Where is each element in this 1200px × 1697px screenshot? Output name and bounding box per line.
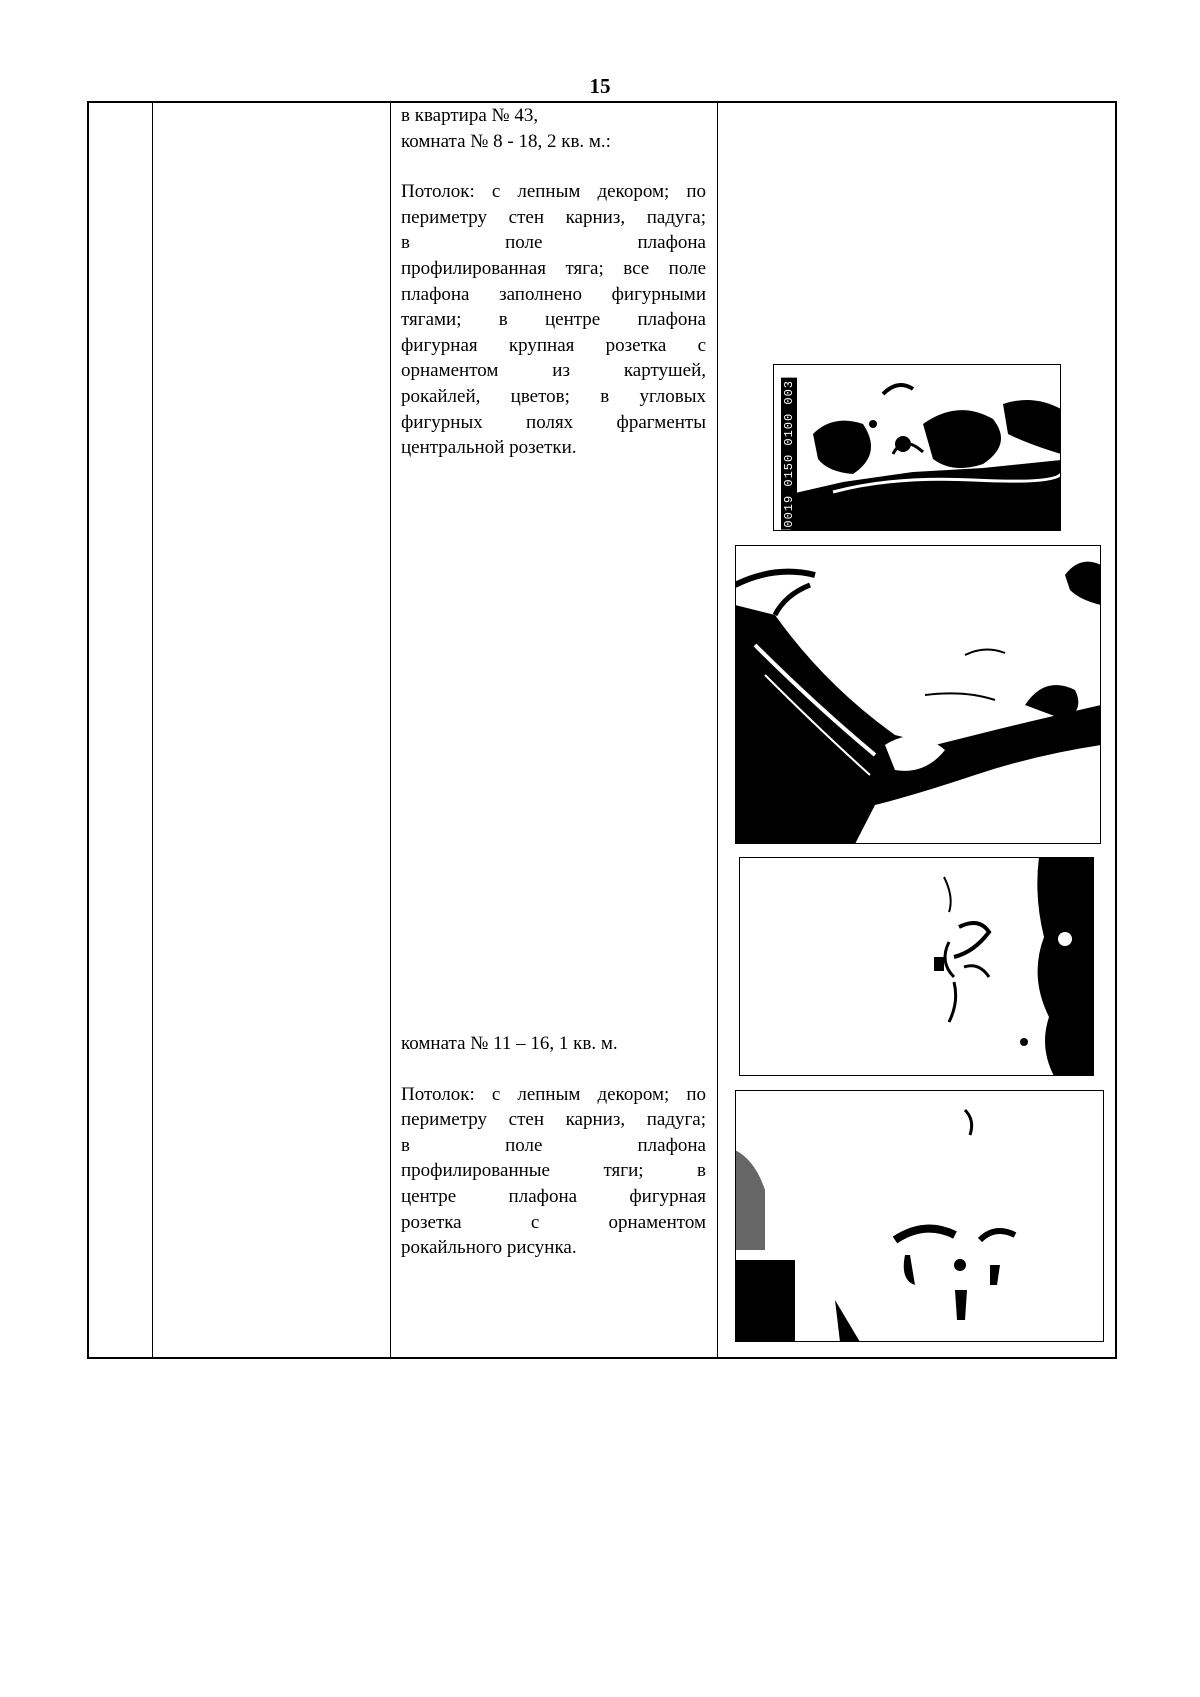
ceiling-cornice-image [735, 545, 1101, 844]
ceiling-rocaille-rosette-photo [735, 1090, 1104, 1342]
entry-1-line: плафона заполнено фигурными [401, 283, 706, 305]
entry-1-address: в квартира № 43, [401, 105, 539, 126]
entry-2-line: центре плафона фигурная [401, 1185, 706, 1207]
entry-2-text [401, 1031, 706, 1261]
page-number: 15 [589, 74, 611, 98]
ceiling-rocaille-rosette-image [735, 1090, 1104, 1342]
entry-1-last-line: центральной розетки. [401, 437, 577, 459]
entry-1-line: Потолок: с лепным декором; по [401, 181, 706, 203]
photo-timestamp: 0019 0150 0100 003 [782, 380, 796, 528]
ceiling-corner-fragment-photo [739, 857, 1094, 1076]
entry-1-text [401, 103, 706, 461]
ceiling-corner-fragment-image [739, 857, 1094, 1076]
entry-1-line: периметру стен карниз, падуга; [401, 206, 706, 228]
entry-1-line: профилированная тяга; все поле [401, 257, 706, 279]
column-divider-3 [717, 103, 718, 1357]
entry-1-line: в поле плафона [401, 232, 706, 254]
entry-1-line: фигурная крупная розетка с [401, 334, 706, 356]
entry-2-line: периметру стен карниз, падуга; [401, 1109, 706, 1131]
entry-2-line: розетка с орнаментом [401, 1211, 706, 1233]
ceiling-rosette-image [773, 364, 1061, 531]
entry-1-line: орнаментом из картушей, [401, 360, 706, 382]
entry-1-line: фигурных полях фрагменты [401, 411, 706, 433]
entry-1-room: комната № 8 - 18, 2 кв. м.: [401, 130, 611, 152]
ceiling-rosette-photo [773, 364, 1061, 531]
column-divider-1 [152, 103, 153, 1357]
entry-2-last-line: рокайльного рисунка. [401, 1237, 577, 1259]
entry-2-line: профилированные тяги; в [401, 1160, 706, 1182]
entry-1-line: рокайлей, цветов; в угловых [401, 385, 706, 407]
entry-2-line: в поле плафона [401, 1134, 706, 1156]
entry-2-room: комната № 11 – 16, 1 кв. м. [401, 1033, 618, 1054]
entry-1-line: тягами; в центре плафона [401, 309, 706, 331]
entry-2-line: Потолок: с лепным декором; по [401, 1083, 706, 1105]
ceiling-cornice-photo [735, 545, 1101, 844]
column-divider-2 [390, 103, 391, 1357]
